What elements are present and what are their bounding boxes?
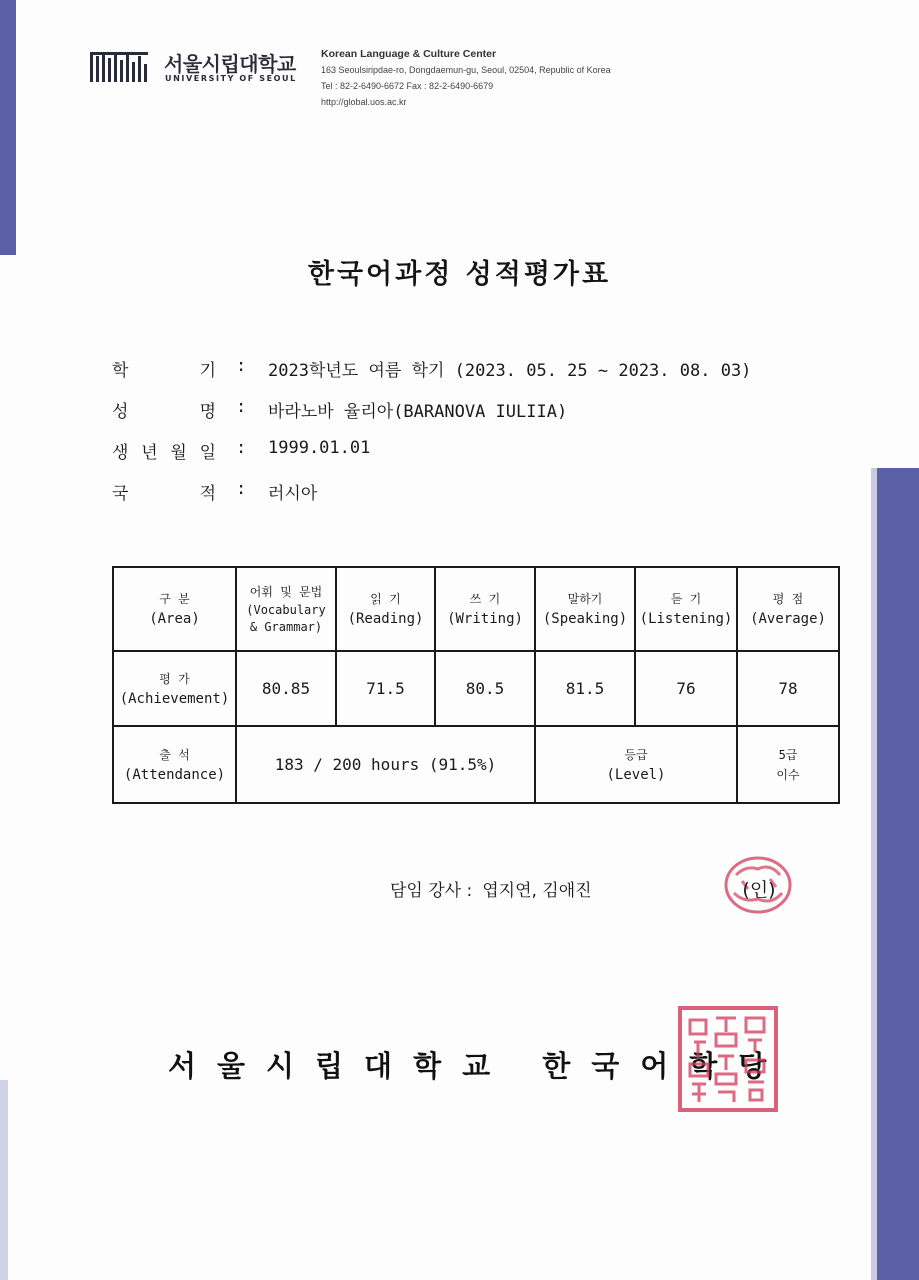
info-value-birth: 1999.01.01 — [268, 438, 371, 458]
score-reading: 71.5 — [336, 651, 435, 726]
info-colon: : — [236, 397, 247, 417]
teacher-line — [390, 876, 592, 901]
center-name: Korean Language & Culture Center — [321, 48, 497, 60]
score-average: 78 — [737, 651, 839, 726]
university-logo-mark — [90, 52, 152, 82]
score-listening: 76 — [635, 651, 737, 726]
header-average: 평 점 (Average) — [737, 567, 839, 651]
achievement-row — [113, 651, 839, 726]
table-header-row — [113, 567, 839, 651]
teacher-seal-mark: (인) — [742, 879, 776, 901]
header-area: 구 분 (Area) — [113, 567, 236, 651]
header-listening: 듣 기 (Listening) — [635, 567, 737, 651]
institute-name: 서울시립대학교 한국어학당 — [168, 1049, 788, 1083]
header-vocabulary: 어휘 및 문법 (Vocabulary & Grammar) — [236, 567, 336, 651]
info-label-nationality: 국 적 — [112, 484, 216, 504]
info-label-name: 성 명 — [112, 402, 216, 422]
attendance-value: 183 / 200 hours (91.5%) — [236, 726, 535, 803]
university-name-en: UNIVERSITY OF SEOUL — [165, 74, 297, 83]
scan-edge-left — [0, 0, 16, 255]
header-reading: 읽 기 (Reading) — [336, 567, 435, 651]
score-vocabulary: 80.85 — [236, 651, 336, 726]
teacher-label: 담임 강사 : — [390, 881, 473, 901]
info-value-nationality: 러시아 — [268, 484, 318, 504]
institute-seal-stamp — [676, 1004, 780, 1114]
center-info — [321, 46, 611, 110]
scan-edge-right — [877, 468, 919, 1280]
info-value-term: 2023학년도 여름 학기 (2023. 05. 25 ~ 2023. 08. 03) — [268, 361, 752, 381]
level-label: 등급 (Level) — [535, 726, 737, 803]
document-title: 한국어과정 성적평가표 — [307, 259, 612, 290]
achievement-label: 평 가 (Achievement) — [113, 651, 236, 726]
info-value-name: 바라노바 율리아(BARANOVA IULIIA) — [268, 402, 568, 422]
info-colon: : — [236, 438, 247, 458]
scan-edge-bottom — [0, 1080, 8, 1280]
info-label-birth: 생 년 월 일 — [112, 443, 216, 463]
info-colon: : — [236, 479, 247, 499]
level-value: 5급 이수 — [737, 726, 839, 803]
attendance-label: 출 석 (Attendance) — [113, 726, 236, 803]
score-speaking: 81.5 — [535, 651, 635, 726]
teacher-names: 엽지연, 김애진 — [482, 881, 592, 901]
header-speaking: 말하기 (Speaking) — [535, 567, 635, 651]
info-colon: : — [236, 356, 247, 376]
university-name-kr: 서울시립대학교 — [164, 52, 296, 76]
center-website: http://global.uos.ac.kr — [321, 97, 407, 107]
score-writing: 80.5 — [435, 651, 535, 726]
center-address: 163 Seoulsiripdae-ro, Dongdaemun-gu, Seoul, 02504, Republic of Korea — [321, 65, 611, 75]
grades-table — [112, 566, 840, 804]
attendance-row — [113, 726, 839, 803]
info-label-term: 학 기 — [112, 361, 216, 381]
center-contact: Tel : 82-2-6490-6672 Fax : 82-2-6490-6679 — [321, 81, 494, 91]
header-writing: 쓰 기 (Writing) — [435, 567, 535, 651]
